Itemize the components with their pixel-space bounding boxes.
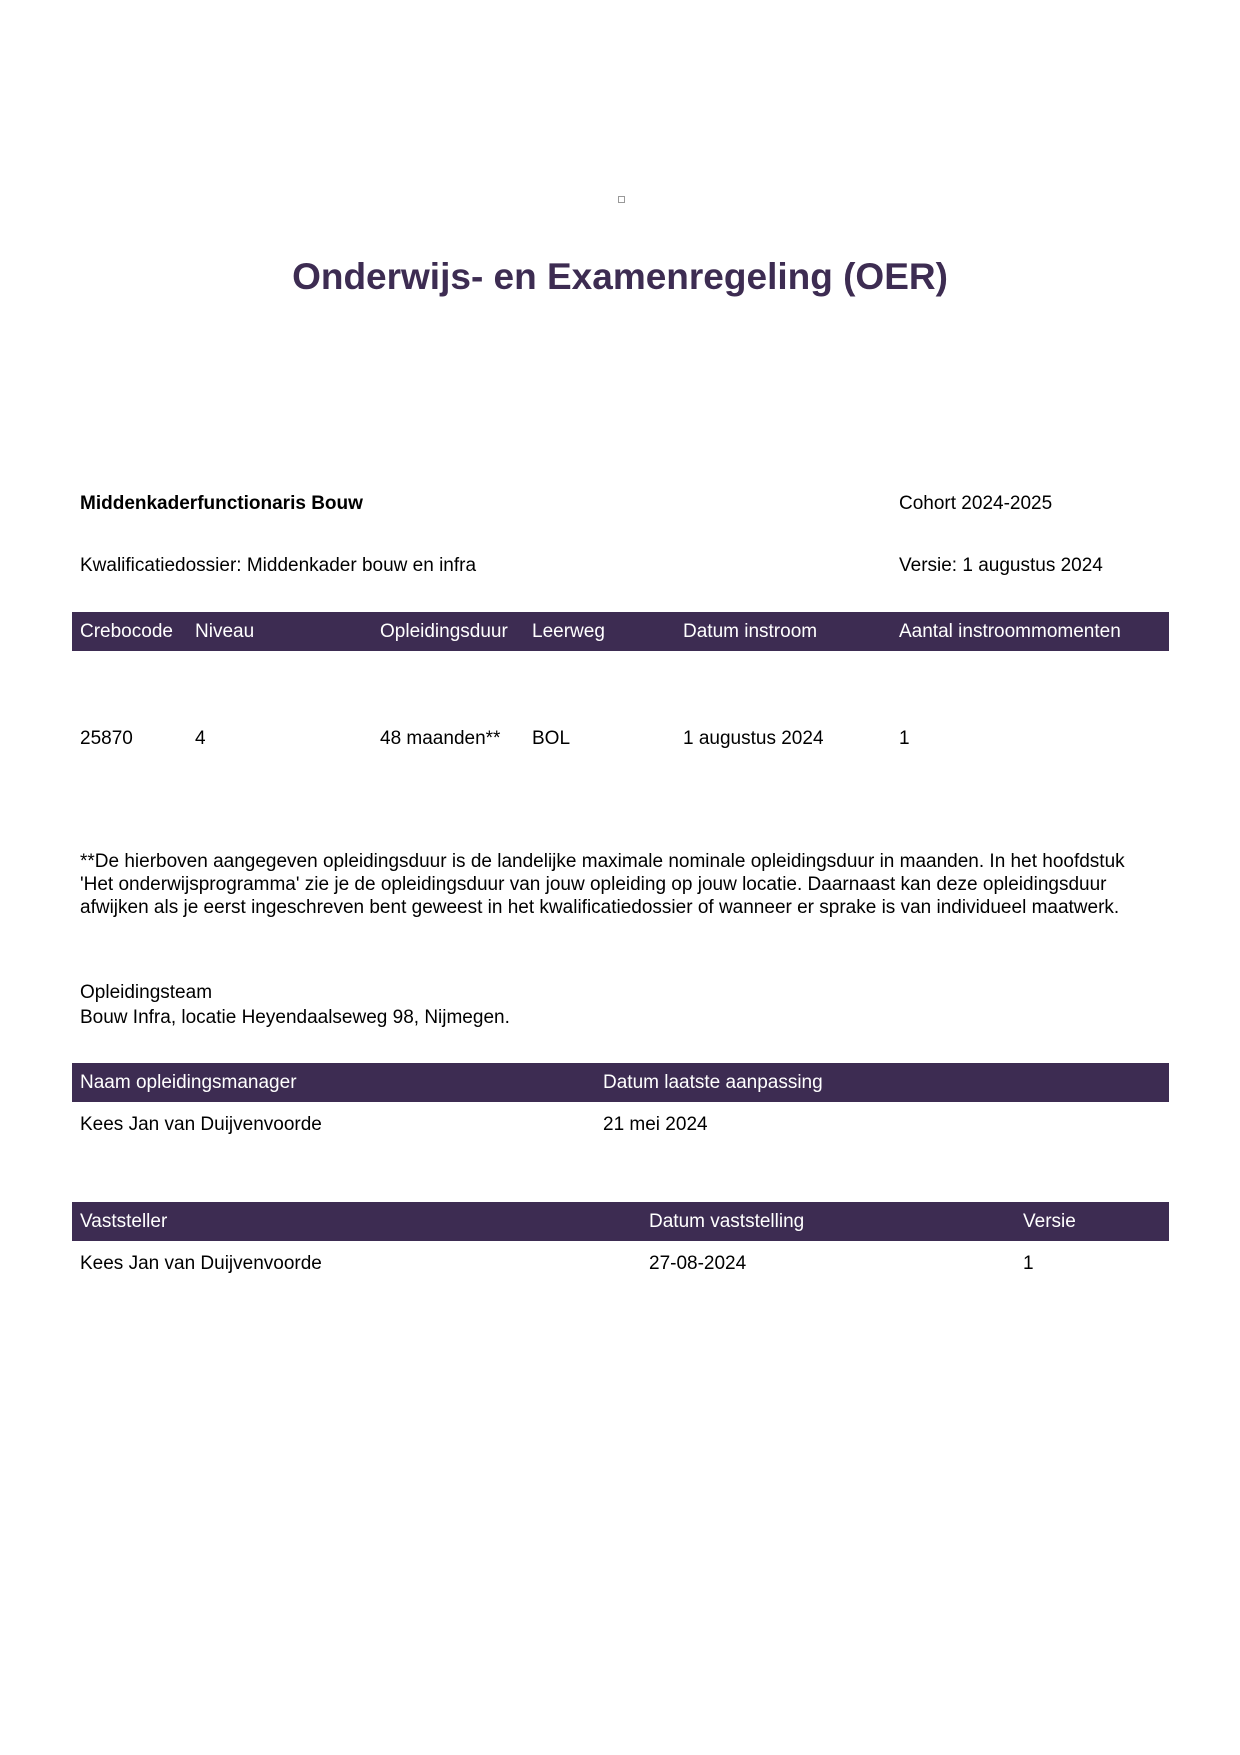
column-header-opleidingsduur: Opleidingsduur	[380, 621, 508, 642]
column-header-datum-laatste-aanpassing: Datum laatste aanpassing	[603, 1072, 823, 1093]
cohort-label: Cohort 2024-2025	[899, 493, 1053, 514]
table-cell-datum-vaststelling: 27-08-2024	[649, 1253, 747, 1274]
column-header-vaststeller: Vaststeller	[80, 1211, 168, 1232]
program-table-header	[72, 612, 1169, 651]
column-header-niveau: Niveau	[195, 621, 255, 642]
table-cell-last-modified: 21 mei 2024	[603, 1114, 708, 1135]
program-name: Middenkaderfunctionaris Bouw	[80, 493, 363, 514]
qualification-dossier: Kwalificatiedossier: Middenkader bouw en infra	[80, 555, 477, 576]
duration-footnote: **De hierboven aangegeven opleidingsduur is de landelijke maximale nominale opleidingsduur in maanden. In het hoofdstuk 'Het onderwijsprogramma' zie je de opleidingsduur van jouw opleiding op jouw locatie. Daarnaast kan deze opleidingsduur afwijken als je eerst ingeschreven bent geweest in het kwalificatiedossier of wanneer er sprake is van individueel maatwerk.	[80, 851, 1125, 918]
table-cell-datum-instroom: 1 augustus 2024	[683, 728, 824, 749]
column-header-aantal-instroommomenten: Aantal instroommomenten	[899, 621, 1121, 642]
logo-image-placeholder	[618, 196, 625, 203]
table-cell-aantal-instroommomenten: 1	[899, 728, 910, 749]
column-header-crebocode: Crebocode	[80, 621, 173, 642]
table-cell-niveau: 4	[195, 728, 206, 749]
table-cell-vaststeller: Kees Jan van Duijvenvoorde	[80, 1253, 322, 1274]
column-header-naam-opleidingsmanager: Naam opleidingsmanager	[80, 1072, 297, 1093]
column-header-datum-instroom: Datum instroom	[683, 621, 818, 642]
table-cell-crebocode: 25870	[80, 728, 133, 749]
team-location: Bouw Infra, locatie Heyendaalseweg 98, Nijmegen.	[80, 1007, 510, 1028]
team-label: Opleidingsteam	[80, 982, 213, 1003]
table-cell-manager-name: Kees Jan van Duijvenvoorde	[80, 1114, 322, 1135]
table-cell-versie: 1	[1023, 1253, 1034, 1274]
column-header-datum-vaststelling: Datum vaststelling	[649, 1211, 805, 1232]
manager-table-header	[72, 1063, 1169, 1102]
version-date: Versie: 1 augustus 2024	[899, 555, 1103, 576]
column-header-leerweg: Leerweg	[532, 621, 605, 642]
table-cell-opleidingsduur: 48 maanden**	[380, 728, 501, 749]
page-title: Onderwijs- en Examenregeling (OER)	[292, 256, 948, 297]
table-cell-leerweg: BOL	[532, 728, 571, 749]
column-header-versie: Versie	[1023, 1211, 1076, 1232]
approval-table-header	[72, 1202, 1169, 1241]
